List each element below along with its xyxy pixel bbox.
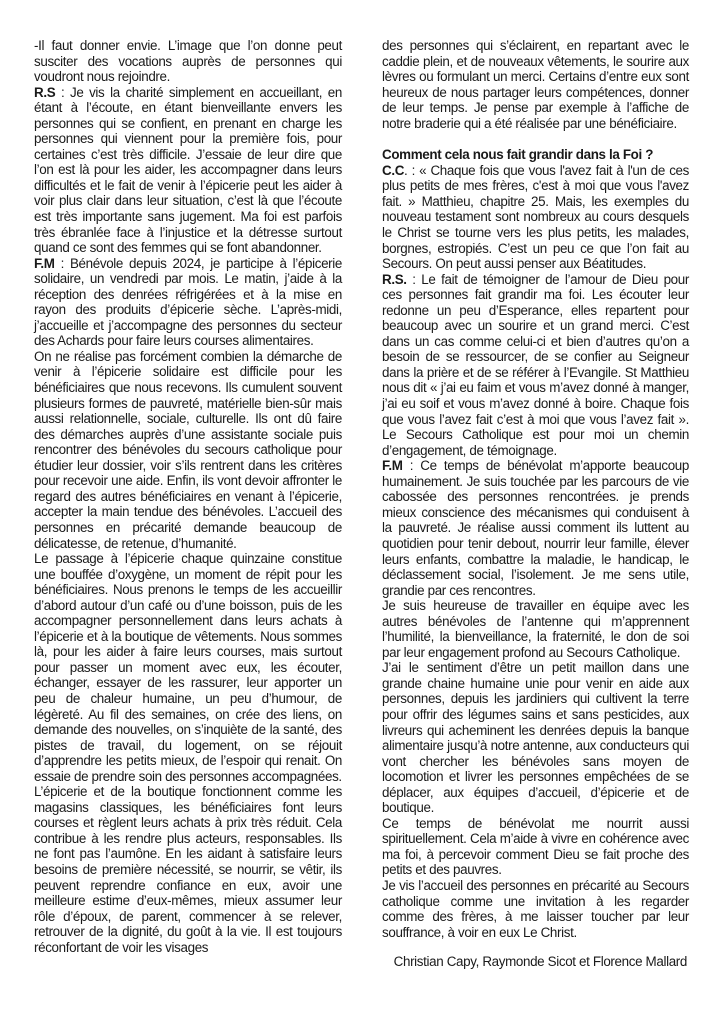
paragraph-text: Je vis l’accueil des personnes en précarité au Secours catholique comme une invitation à les regarder comme des frères, à me laisser toucher par leur souffrance, à voir en eux Le Christ. <box>382 877 689 940</box>
paragraph-text: Je suis heureuse de travailler en équipe avec les autres bénévoles de l’antenne qui m’apprennent l’humilité, la bienveillance, la fraternité, le don de soi par leur engagement profond au Secours Catholique. <box>382 598 689 660</box>
left-column <box>34 38 342 955</box>
paragraph <box>382 272 689 459</box>
speaker-initials: F.M <box>34 255 55 271</box>
paragraph <box>382 38 689 131</box>
paragraph <box>382 816 689 878</box>
paragraph <box>382 458 689 598</box>
paragraph-text: On ne réalise pas forcément combien la démarche de venir à l’épicerie solidaire est difficile pour les bénéficiaires que nous recevons. Ils cumulent souvent plusieurs formes de pauvreté, matérielle bien-sûr mais aussi relationnelle, sociale, culturelle. Ils ont dû faire des démarches auprès d’une assistante sociale puis rencontrer des bénévoles du secours catholique pour étudier leur dossier, voir s’ils rentrent dans les critères pour recevoir une aide. Enfin, ils vont devoir affronter le regard des autres bénéficiaires en venant à l’épicerie, accepter la main tendue des bénévoles. L’accueil des personnes en précarité demande beaucoup de délicatesse, de retenue, d’humanité. <box>34 348 342 551</box>
paragraph <box>382 878 689 940</box>
author-signature: Christian Capy, Raymonde Sicot et Florence Mallard <box>393 954 687 970</box>
paragraph-text: Ce temps de bénévolat me nourrit aussi spirituellement. Cela m’aide à vivre en cohérence avec ma foi, à percevoir comment Dieu se fait proche des petits et des pauvres. <box>382 815 689 878</box>
paragraph-text: . : « Chaque fois que vous l'avez fait à l'un de ces plus petits de mes frères, c'est à moi que vous l'avez fait. » Matthieu, chapitre 25. Mais, les exemples du nouveau testament sont nombreux au cours desquels le Christ se tourne vers les plus petits, les malades, borgnes, estropiés. C’est un peu ce que l’on fait au Secours. On peut aussi penser aux Béatitudes. <box>382 162 689 272</box>
paragraph-text: : Le fait de témoigner de l’amour de Dieu pour ces personnes fait grandir ma foi. Les écouter leur redonne un peu d’Esperance, elles repartent pour beaucoup avec un sourire et un grand merci. C’est dans un cas comme celui-ci et bien d’autres qu’on a besoin de se ressourcer, de se confier au Seigneur dans la prière et de se référer à l’Evangile. St Matthieu nous dit « j’ai eu faim et vous m’avez donné à manger, j’ai eu soif et vous m’avez donné à boire. Chaque fois que vous l’avez fait c’est à moi que vous l’avez fait ». Le Secours Catholique est pour moi un chemin d’engagement, de témoignage. <box>382 271 689 458</box>
speaker-initials: C.C <box>382 162 405 178</box>
paragraph <box>382 660 689 815</box>
paragraph <box>34 38 342 85</box>
paragraph-text: : Bénévole depuis 2024, je participe à l’épicerie solidaire, un vendredi par mois. Le matin, j’aide à la réception des denrées réfrigérées et à la mise en rayon des produits d’épicerie sèche. L’après-midi, j’accueille et j’accompagne des personnes du secteur des Achards pour faire leurs courses alimentaires. <box>34 255 342 349</box>
speaker-initials: F.M <box>382 458 403 474</box>
paragraph-text: : Je vis la charité simplement en accueillant, en étant à l’écoute, en étant bienveillante envers les personnes qui se confient, en prenant en charge les personnes qui viennent pour la première fois, pour certaines c’est très difficile. J’essaie de leur dire que l’on est là pour les aider, les accompagner dans leurs difficultés et le fait de venir à l’épicerie peut les aider à voir plus clair dans leur situation, c’est là que l’écoute est très importante sans jugement. Ma foi est parfois très ébranlée face à l’injustice et la détresse surtout quand ce sont des femmes qui se font abandonner. <box>34 84 342 256</box>
paragraph-text: Le passage à l’épicerie chaque quinzaine constitue une bouffée d’oxygène, un moment de répit pour les bénéficiaires. Nous prenons le temps de les accueillir d’abord autour d’un café ou d’une boisson, puis de les accompagner personnellement dans leurs achats à l’épicerie et à la boutique de vêtements. Nous sommes là, pour les aider à faire leurs courses, mais surtout pour passer un moment avec eux, les écouter, échanger, essayer de les rassurer, leur apporter un peu de chaleur humaine, un peu d’humour, de légèreté. Au fil des semaines, on crée des liens, on demande des nouvelles, on s’inquiète de la santé, des pistes de travail, du logement, on se réjouit d’apprendre les petits mieux, de l’espoir qui renait. On essaie de prendre soin des personnes accompagnées. <box>34 551 342 784</box>
section-heading: Comment cela nous fait grandir dans la Foi ? <box>382 147 654 163</box>
paragraph <box>34 85 342 256</box>
speaker-initials: R.S <box>34 84 56 100</box>
paragraph-text: des personnes qui s’éclairent, en repartant avec le caddie plein, et de nouveaux vêtements, le sourire aux lèvres ou formulant un merci. Certains d’entre eux sont heureux de nous partager leurs compétences, donner de leur temps. Je pense par exemple à l’affiche de notre braderie qui a été réalisée par une bénéficiaire. <box>382 38 689 131</box>
paragraph <box>382 163 689 272</box>
right-column <box>382 38 689 970</box>
speaker-initials: R.S. <box>382 271 407 287</box>
paragraph-text: : Ce temps de bénévolat m’apporte beaucoup humainement. Je suis touchée par les parcours de vie cabossée des personnes rencontrées. je prends mieux conscience des mécanismes qui conduisent à la pauvreté. Je réalise aussi comment ils luttent au quotidien pour tenir debout, nourrir leur famille, élever leurs enfants, combattre la maladie, le handicap, le déclassement social, l’isolement. Je me sens utile, grandie par ces rencontres. <box>382 458 689 598</box>
paragraph-text: L’épicerie et de la boutique fonctionnent comme les magasins classiques, les bénéficiaires font leurs courses et règlent leurs achats à prix très réduit. Cela contribue à les rendre plus acteurs, responsables. Ils ne font pas l’aumône. En les aidant à satisfaire leurs besoins de première nécessité, se nourrir, se vêtir, ils peuvent reprendre confiance en eux, avoir une meilleure estime d’eux-mêmes, mieux assumer leur rôle d’époux, de parent, commencer à se relever, retrouver de la dignité, du goût à la vie. Il est toujours réconfortant de voir les visages <box>34 784 342 955</box>
paragraph <box>382 598 689 660</box>
paragraph <box>34 551 342 784</box>
paragraph-text: J’ai le sentiment d’être un petit maillon dans une grande chaine humaine unie pour venir en aide aux personnes, depuis les jardiniers qui cultivent la terre pour offrir des légumes sains et sans pesticides, aux livreurs qui acheminent les denrées depuis la banque alimentaire jusqu’à notre antenne, aux conducteurs qui vont chercher les bénévoles sans moyen de locomotion et livrer les personnes empêchées de se déplacer, aux équipes d’accueil, d’épicerie et de boutique. <box>382 660 689 816</box>
paragraph-text: -Il faut donner envie. L’image que l’on donne peut susciter des vocations auprès de personnes qui voudront nous rejoindre. <box>34 38 342 85</box>
paragraph <box>34 349 342 551</box>
paragraph <box>34 256 342 349</box>
paragraph <box>34 784 342 955</box>
